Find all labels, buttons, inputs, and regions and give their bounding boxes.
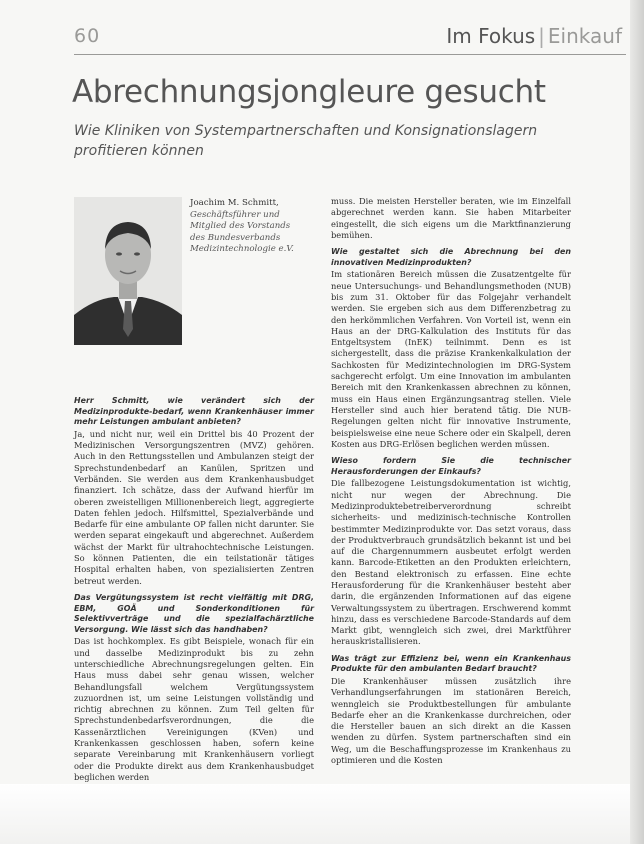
interview-answer: Das ist hochkomplex. Es gibt Beispiele, wonach für ein und dasselbe Medizinprodukt bis zu zehn unterschiedliche Abrechnungsregelungen gelten. Ein Haus muss dabei sehr genau wissen, welcher Behandlungsfall welchem Vergütungssystem zuzuordnen ist, um seine Leistungen vollständig und richtig abrechnen zu können. Zum Teil gelten für Sprechstundenbedarfsverordnungen, die die Kassenärztlichen Vereinigungen (KVen) und Krankenkassen geschlossen haben, sofern keine separate Vereinbarung mit Krankenhäusern vorliegt oder die Produkte direkt aus dem Krankenhausbudget beglichen werden	[74, 636, 314, 782]
interview-answer: Ja, und nicht nur, weil ein Drittel bis 40 Prozent der Medizinischen Versorgungszentren (MVZ) gehören. Auch in den Rettungsstellen und Ambulanzen steigt der Sprechstundenbedarf an Kanülen, Spritzen und Verbänden. Sie werden aus dem Krankenhausbudget finanziert. Ich schätze, dass der Aufwand hierfür im oberen zweistelligen Millionenbereich liegt, aggregierte Daten fehlen jedoch. Hilfsmittel, Spezialverbände und Bedarfe für eine ambulante OP fallen nicht darunter. Sie werden separat eingekauft und abgerechnet. Außerdem wächst der Markt für ultrahochtechnische Leistungen. So können Patienten, die ein teilstationär tätiges Hospital erhalten haben, von spezialisierten Zentren betreut werden.	[74, 428, 314, 586]
section-title: Im Fokus	[446, 24, 536, 48]
interview-question: Herr Schmitt, wie verändert sich der Medizinprodukte-bedarf, wenn Krankenhäuser immer mehr Leistungen ambulant anbieten?	[74, 396, 314, 427]
author-photo	[74, 197, 182, 345]
page-edge-shadow	[630, 0, 644, 844]
author-caption	[190, 198, 314, 256]
interview-answer: muss. Die meisten Hersteller beraten, wie im Einzelfall abgerechnet werden kann. Sie haben Mitarbeiter eingestellt, die sich eigens um die Marktfinanzierung bemühen.	[331, 196, 571, 240]
author-role-line: Geschäftsführer und	[190, 209, 280, 220]
author-name: Joachim M. Schmitt,	[190, 198, 279, 208]
portrait-image	[74, 197, 182, 345]
interview-answer: Die Krankenhäuser müssen zusätzlich ihre Verhandlungserfahrungen im stationären Bereich, wenngleich sie Produktbestellungen für ambulante Bedarfe eher an die Krankenkasse durchreichen, oder die Hersteller bauen an sich direkt an die Kassen wenden zu dürfen. System partnerschaften sind ein Weg, um die Beschaffungsprozesse im Krankenhaus zu optimieren und die Kosten	[331, 675, 571, 766]
article-subtitle: Wie Kliniken von Systempartnerschaften und Konsignationslagern profitieren können	[74, 123, 538, 159]
author-role-line: Mitglied des Vorstands	[190, 221, 291, 231]
interview-answer: Im stationären Bereich müssen die Zusatzentgelte für neue Untersuchungs- und Behandlungsmethoden (NUB) bis zum 31. Oktober für das Folgejahr verhandelt werden. Sie ergeben sich aus dem Differenzbetrag zu den herkömmlichen Verfahren. Von Vorteil ist, wenn ein Haus an der DRG-Kalkulation des Instituts für das Entgeltsystem (InEK) teilnimmt. Denn es ist sichergestellt, dass die präzise Krankenkalkulation der Sachkosten für Medizintechnologien im DRG-System sachgerecht erfolgt. Um eine Innovation im ambulanten Bereich mit den Krankenkassen abrechnen zu können, muss ein Haus einen Ergänzungsantrag stellen. Viele Hersteller sind auch hier beratend tätig. Die NUB-Regelungen gelten nicht für innovative Instrumente, beispielsweise eine neue Schere oder ein Skalpell, deren Kosten aus DRG-Erlösen beglichen werden müssen.	[331, 269, 572, 449]
page-bottom-shade	[0, 784, 644, 844]
section-header	[446, 24, 622, 48]
interview-question: Das Vergütungssystem ist recht vielfältig mit DRG, EBM, GOÄ und Sonderkonditionen für Selektivverträge und die spezialfachärztliche Versorgung. Wie lässt sich das handhaben?	[74, 592, 314, 634]
section-separator: |	[538, 24, 545, 48]
page-number: 60	[74, 25, 101, 47]
interview-question: Was trägt zur Effizienz bei, wenn ein Krankenhaus Produkte für den ambulanten Bedarf braucht?	[331, 653, 571, 674]
article-column-left	[74, 390, 314, 787]
author-role-line: Medizintechnologie e.V.	[190, 244, 294, 254]
interview-question: Wie gestaltet sich die Abrechnung bei den innovativen Medizinprodukten?	[331, 247, 571, 267]
interview-answer: Die fallbezogene Leistungsdokumentation ist wichtig, nicht nur wegen der Abrechnung. Die Medizinproduktebetreiberverordnung schreibt sicherheits- und medizinisch-technische Kontrollen bestimmter Medizinprodukte vor. Das setzt voraus, dass der Produktverbrauch grundsätzlich bekannt ist und bei auf die Chargennummern ausbeutet erfolgt werden kann. Barcode-Etiketten an den Produkten erleichtern, den Bestand elektronisch zu erfassen. Eine echte Herausforderung für die Krankenhäuser besteht aber darin, die ergänzenden Informationen auf das eigene Verwaltungssystem zu übertragen. Erschwerend kommt hinzu, dass es verschiedene Barcode-Standards auf dem Markt gibt, wenngleich sich zwei, drei Marktführer herauskristallisieren.	[331, 478, 571, 647]
interview-question: Wieso fordern Sie die technischer Herausforderungen der Einkaufs?	[331, 456, 571, 476]
header-rule	[74, 54, 626, 55]
author-role-line: des Bundesverbands	[190, 232, 281, 243]
article-headline: Abrechnungsjongleure gesucht	[72, 74, 546, 110]
article-column-right	[331, 196, 571, 770]
section-subtitle: Einkauf	[547, 24, 622, 48]
